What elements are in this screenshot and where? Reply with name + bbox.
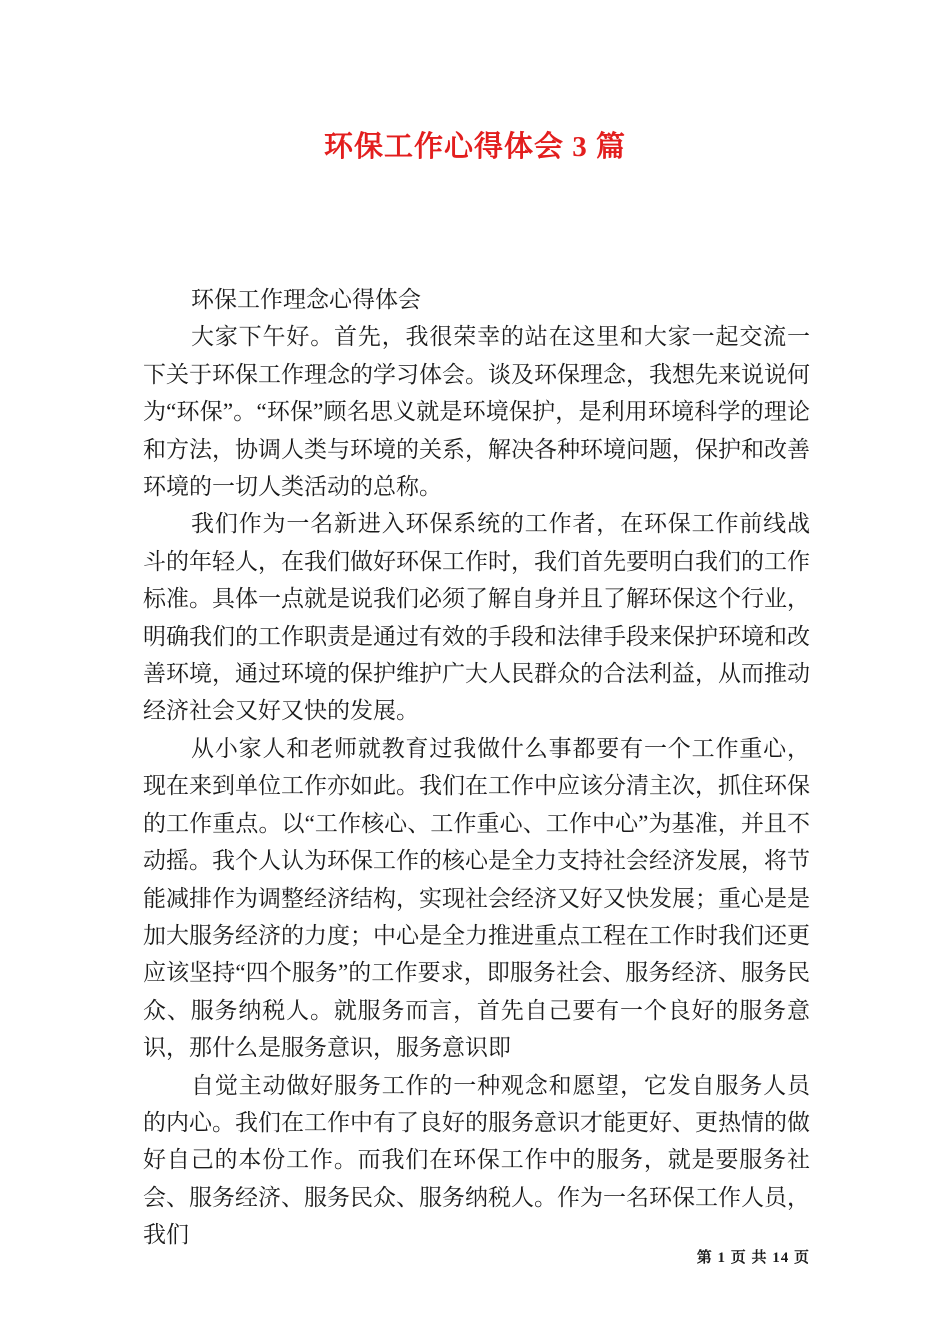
document-body — [143, 281, 810, 1254]
paragraph: 自觉主动做好服务工作的一种观念和愿望，它发自服务人员的内心。我们在工作中有了良好的服务意识才能更好、更热情的做好自己的本份工作。而我们在环保工作中的服务，就是要服务社会、服务经济、服务民众、服务纳税人。作为一名环保工作人员，我们 — [143, 1072, 810, 1248]
paragraph: 环保工作理念心得体会 — [191, 287, 421, 312]
paragraph: 大家下午好。首先，我很荣幸的站在这里和大家一起交流一下关于环保工作理念的学习体会。谈及环保理念，我想先来说说何为“环保”。“环保”顾名思义就是环境保护，是利用环境科学的理论和方法，协调人类与环境的关系，解决各种环境问题，保护和改善环境的一切人类活动的总称。 — [143, 324, 810, 500]
document-title: 环保工作心得体会 3 篇 — [323, 131, 626, 163]
paragraph: 我们作为一名新进入环保系统的工作者，在环保工作前线战斗的年轻人，在我们做好环保工作时，我们首先要明白我们的工作标准。具体一点就是说我们必须了解自身并且了解环保这个行业，明确我们的工作职责是通过有效的手段和法律手段来保护环境和改善环境，通过环境的保护维护广大人民群众的合法利益，从而推动经济社会又好又快的发展。 — [143, 511, 810, 724]
paragraph: 从小家人和老师就教育过我做什么事都要有一个工作重心，现在来到单位工作亦如此。我们在工作中应该分清主次，抓住环保的工作重点。以“工作核心、工作重心、工作中心”为基准，并且不动摇。我个人认为环保工作的核心是全力支持社会经济发展，将节能减排作为调整经济结构，实现社会经济又好又快发展；重心是是加大服务经济的力度；中心是全力推进重点工程在工作时我们还更应该坚持“四个服务”的工作要求，即服务社会、服务经济、服务民众、服务纳税人。就服务而言，首先自己要有一个良好的服务意识，那什么是服务意识，服务意识即 — [143, 735, 810, 1061]
page-footer — [697, 1246, 810, 1267]
page-number: 第 1 页 共 14 页 — [696, 1250, 810, 1266]
